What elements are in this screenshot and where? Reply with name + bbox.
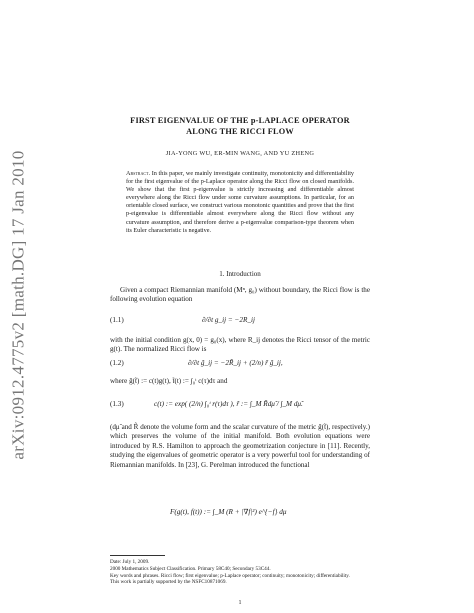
arxiv-identifier: arXiv:0912.4775v2 [math.DG] 17 Jan 2010 xyxy=(9,150,29,460)
footnote-funding: This work is partially supported by the NSFC10871069. xyxy=(110,579,227,586)
footnote-date: Date: July 1, 2009. xyxy=(110,559,150,565)
intro-paragraph-3: where g̃(t̃) := c(t)g(t), t̃(t) := ∫₀ᵗ c(τ)dτ and xyxy=(110,377,228,385)
intro-paragraph-1: Given a compact Riemannian manifold (Mⁿ, g₀) without boundary, the Ricci flow is the following evolution equation xyxy=(110,286,370,304)
equation-number: (1.2) xyxy=(110,359,124,367)
equation-number: (1.1) xyxy=(110,316,124,324)
equation-text: ∂/∂t g̃_ij = −2R̃_ij + (2/n) r̃ g̃_ij, xyxy=(188,359,283,367)
equation-1-1 xyxy=(110,312,370,332)
equation-text: ∂/∂t g_ij = −2R_ij xyxy=(202,316,255,324)
footnotes xyxy=(110,559,370,586)
title-line-1: FIRST EIGENVALUE OF THE p-LAPLACE OPERATOR xyxy=(130,116,350,125)
paper-authors: JIA-YONG WU, ER-MIN WANG, AND YU ZHENG xyxy=(165,150,315,157)
paper-title xyxy=(110,115,370,137)
footnote-keywords: Key words and phrases. Ricci flow; first eigenvalue; p-Laplace operator; continuity; monotonicity; differentiability. xyxy=(110,572,350,579)
footnote-rule xyxy=(110,555,165,556)
arxiv-sidebar-stamp xyxy=(2,150,36,460)
equation-1-2 xyxy=(110,355,370,375)
equation-text: c(t) := exp( (2/n) ∫₀ᵗ r(τ)dτ ), r̃ := ∫_M R̃dμ̃ / ∫_M dμ̃. xyxy=(154,400,303,408)
equation-text: F(g(t), f(t)) := ∫_M (R + |∇f|²) e^{−f} dμ xyxy=(170,508,287,516)
intro-paragraph-2: with the initial condition g(x, 0) = g₀(x), where R_ij denotes the Ricci tensor of the metric g(t). The normalized Ricci flow is xyxy=(110,336,370,354)
equation-perelman-functional xyxy=(110,503,370,525)
equation-1-3 xyxy=(110,394,370,418)
page-number: 1 xyxy=(238,600,242,606)
intro-paragraph-4: (dμ̃ and R̃ denote the volume form and the scalar curvature of the metric g̃(t̃), respectively.) which preserves the volume of the initial manifold. Both evolution equations were introduced by R.S. Hamilton to approach the geometrization conjecture in [11]. Recently, studying the eigenvalues of geometric operator is a very powerful tool for understanding of Riemannian manifolds. In [23], G. Perelman introduced the functional xyxy=(110,423,370,469)
abstract-label: Abstract. xyxy=(126,170,151,177)
title-line-2: ALONG THE RICCI FLOW xyxy=(186,127,294,136)
section-heading: 1. Introduction xyxy=(219,270,261,278)
abstract-text: In this paper, we mainly investigate continuity, monotonicity and differentiability for the first eigenvalue of the p-Laplace operator along the Ricci flow on closed manifolds. We show that the first p-eigenvalue is strictly increasing and differentiable almost everywhere along the Ricci flow under some curvature assumptions. In particular, for an orientable closed surface, we construct various monotonic quantities and prove that the first p-eigenvalue is differentiable almost everywhere along the Ricci flow without any curvature assumption, and therefore derive a p-eigenvalue comparison-type theorem when its Euler characteristic is negative. xyxy=(126,170,355,234)
abstract xyxy=(126,170,354,235)
footnote-msc: 2000 Mathematics Subject Classification. Primary 58C40; Secondary 53C44. xyxy=(110,565,271,572)
equation-number: (1.3) xyxy=(110,400,124,408)
